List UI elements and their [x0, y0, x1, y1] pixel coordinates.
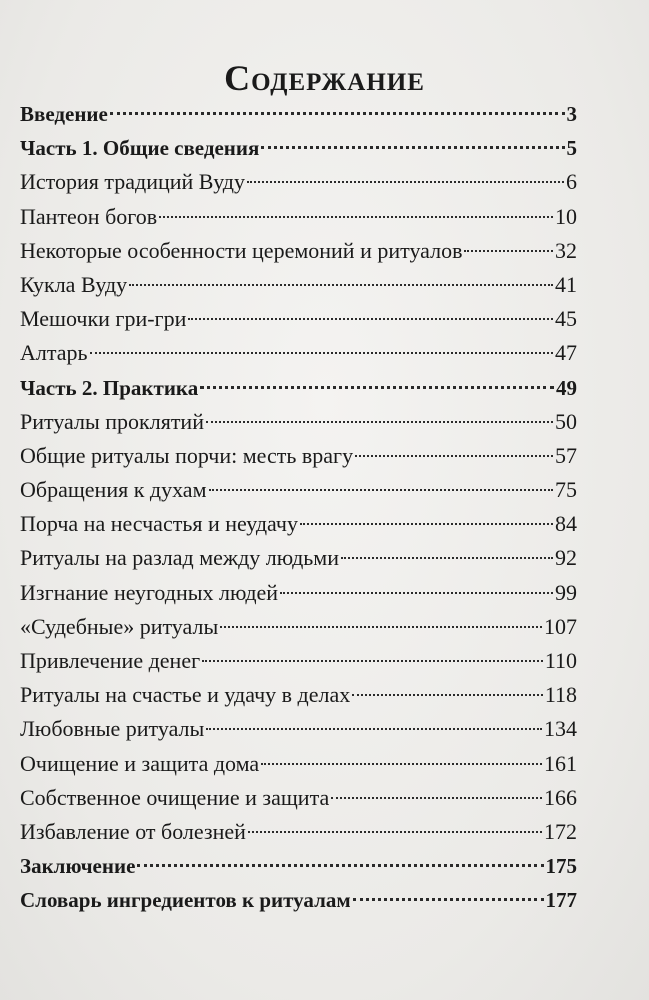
toc-entry-page-number: 110: [544, 648, 577, 673]
toc-entry: [20, 165, 577, 199]
toc-entry-title: Пантеон богов: [20, 203, 158, 229]
toc-entry-title: Мешочки гри-гри: [20, 306, 187, 332]
toc-entry-title: Кукла Вуду: [20, 271, 128, 297]
dot-leader: [353, 898, 544, 901]
toc-entry: [20, 507, 577, 541]
toc-entry-page-number: 41: [555, 271, 577, 297]
toc-entry-page-number: 47: [555, 340, 577, 366]
toc-entry-page-number: 161: [544, 750, 577, 776]
toc-entry-title: Очищение и защита дома: [20, 750, 260, 776]
toc-entry-title: Общие ритуалы порчи: месть врагу: [20, 442, 354, 468]
toc-entry-page-number: 5: [566, 136, 577, 161]
toc-entry: [20, 336, 577, 370]
toc-entry-title: Алтарь: [20, 340, 88, 366]
toc-entry-title: Некоторые особенности церемоний и ритуалов: [20, 237, 463, 263]
toc-entry: [20, 815, 577, 849]
toc-entry-title: История традиций Вуду: [20, 169, 245, 195]
toc-entry: [20, 405, 577, 439]
dot-leader: [341, 557, 553, 559]
dot-leader: [300, 523, 553, 525]
toc-entry-title: Заключение: [20, 854, 136, 879]
page-title: Содержание: [224, 58, 425, 98]
toc-entry-title: Словарь ингредиентов к ритуалам: [20, 888, 351, 913]
toc-entry-title: Избавление от болезней: [20, 818, 246, 844]
toc-entry-page-number: 3: [566, 102, 577, 126]
toc-entry-title: Введение: [20, 102, 108, 126]
toc-entry: [20, 439, 577, 473]
dot-leader: [331, 797, 542, 799]
toc-entry-page-number: 10: [555, 203, 577, 229]
toc-entry: [20, 200, 577, 234]
toc-entry-page-number: 45: [555, 306, 577, 332]
toc-entry: [20, 883, 577, 917]
dot-leader: [137, 864, 543, 867]
toc-entry-title: «Судебные» ритуалы: [20, 613, 219, 639]
dot-leader: [90, 352, 553, 354]
toc-entry-page-number: 57: [555, 442, 577, 468]
toc-entry: [20, 678, 577, 712]
toc-entry: [20, 131, 577, 165]
toc-entry: [20, 610, 577, 644]
dot-leader: [280, 592, 553, 594]
toc-entry: [20, 371, 577, 405]
dot-leader: [355, 455, 553, 457]
toc-entry-title: Ритуалы проклятий: [20, 408, 204, 434]
table-of-contents: [20, 97, 577, 918]
toc-entry-title: Ритуалы на счастье и удачу в делах: [20, 682, 351, 708]
dot-leader: [248, 831, 542, 833]
toc-entry: [20, 781, 577, 815]
toc-entry: [20, 747, 577, 781]
toc-entry-page-number: 49: [556, 375, 577, 400]
toc-entry-page-number: 118: [544, 682, 577, 708]
toc-entry-page-number: 92: [555, 545, 577, 571]
toc-entry: [20, 849, 577, 883]
toc-entry-title: Собственное очищение и защита: [20, 784, 330, 810]
dot-leader: [247, 181, 564, 183]
dot-leader: [188, 318, 553, 320]
dot-leader: [110, 112, 565, 115]
toc-entry-page-number: 172: [544, 818, 577, 844]
toc-entry-page-number: 6: [566, 169, 577, 195]
toc-entry-title: Изгнание неугодных людей: [20, 579, 279, 605]
dot-leader: [159, 216, 553, 218]
dot-leader: [200, 386, 554, 389]
toc-entry-page-number: 134: [544, 716, 577, 742]
toc-entry-title: Любовные ритуалы: [20, 716, 205, 742]
dot-leader: [209, 489, 554, 491]
toc-entry: [20, 541, 577, 575]
toc-entry-title: Обращения к духам: [20, 477, 207, 503]
toc-entry-page-number: 107: [544, 613, 577, 639]
toc-entry: [20, 576, 577, 610]
toc-entry-page-number: 166: [544, 784, 577, 810]
toc-entry: [20, 644, 577, 678]
toc-entry-page-number: 84: [555, 511, 577, 537]
toc-entry: [20, 473, 577, 507]
toc-entry-title: Часть 1. Общие сведения: [20, 136, 260, 161]
toc-entry-page-number: 75: [555, 477, 577, 503]
toc-entry-page-number: 177: [545, 888, 577, 913]
dot-leader: [261, 763, 542, 765]
toc-entry: [20, 234, 577, 268]
toc-entry: [20, 712, 577, 746]
toc-entry-title: Ритуалы на разлад между людьми: [20, 545, 339, 571]
toc-entry-page-number: 32: [555, 237, 577, 263]
toc-entry: [20, 97, 577, 131]
dot-leader: [202, 660, 543, 662]
toc-entry: [20, 302, 577, 336]
toc-entry-page-number: 99: [555, 579, 577, 605]
dot-leader: [129, 284, 553, 286]
dot-leader: [206, 421, 553, 423]
dot-leader: [352, 694, 543, 696]
dot-leader: [206, 728, 542, 730]
dot-leader: [220, 626, 542, 628]
toc-entry-title: Порча на несчастья и неудачу: [20, 511, 298, 537]
dot-leader: [464, 250, 553, 252]
dot-leader: [261, 146, 564, 149]
toc-entry-page-number: 175: [545, 854, 577, 879]
toc-entry: [20, 268, 577, 302]
toc-entry-title: Привлечение денег: [20, 648, 201, 673]
toc-entry-page-number: 50: [555, 408, 577, 434]
toc-entry-title: Часть 2. Практика: [20, 375, 199, 400]
